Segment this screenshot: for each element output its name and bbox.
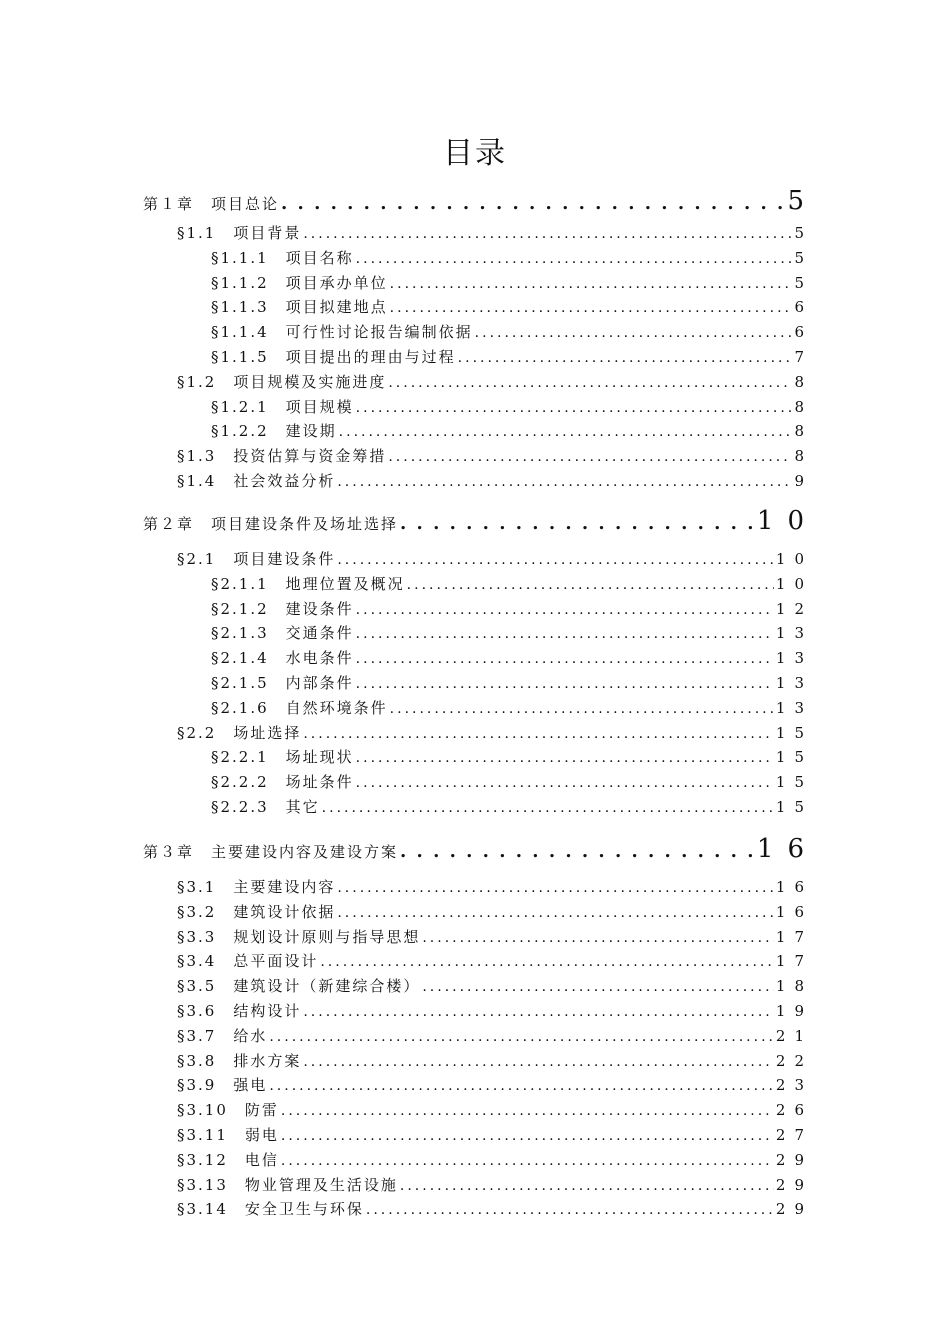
dot-leader [422, 930, 774, 946]
dot-leader [390, 300, 793, 316]
toc-page-number: 19 [775, 1002, 813, 1020]
toc-page-number: 6 [794, 298, 813, 317]
toc-subsection-entry[interactable] [211, 796, 813, 817]
toc-entry-label: §3.2 建筑设计依据 [177, 902, 336, 921]
dot-leader [303, 1004, 774, 1020]
dot-leader [407, 577, 774, 593]
toc-entry-label: §1.1.3 项目拟建地点 [211, 298, 388, 317]
toc-subsection-entry[interactable] [211, 598, 813, 619]
dot-leader [281, 1103, 774, 1119]
dot-leader [458, 350, 793, 366]
dot-leader [337, 905, 774, 921]
toc-subsection-entry[interactable] [211, 647, 813, 668]
dot-leader [356, 775, 774, 791]
toc-section-entry[interactable] [177, 470, 813, 491]
toc-subsection-entry[interactable] [211, 771, 813, 792]
toc-section-entry[interactable] [177, 222, 813, 243]
dot-leader [388, 375, 792, 391]
dot-leader [388, 449, 792, 465]
toc-page-number: 17 [775, 927, 813, 946]
dot-leader [269, 1078, 774, 1094]
dot-leader [400, 1178, 774, 1194]
toc-chapter-entry[interactable] [143, 186, 818, 216]
toc-section-entry[interactable] [177, 1149, 813, 1170]
toc-entry-label: 第１章 项目总论 [143, 195, 280, 213]
toc-entry-label: §1.2.1 项目规模 [211, 397, 354, 416]
toc-section-entry[interactable] [177, 371, 813, 392]
dot-leader [269, 1029, 774, 1045]
toc-page-number: 7 [794, 348, 813, 366]
toc-entry-label: §3.3 规划设计原则与指导思想 [177, 927, 421, 946]
toc-entry-label: §1.1.2 项目承办单位 [211, 273, 388, 292]
toc-entry-label: §2.1.3 交通条件 [211, 624, 354, 643]
dot-leader [281, 1153, 774, 1169]
dot-leader [356, 626, 774, 642]
toc-section-entry[interactable] [177, 1174, 813, 1195]
toc-page-number: 13 [775, 624, 813, 643]
toc-page-number: 15 [775, 748, 813, 767]
toc-page-number: 16 [756, 834, 818, 864]
toc-entry-label: §3.14 安全卫生与环保 [177, 1200, 364, 1219]
dot-leader [356, 676, 774, 692]
toc-entry-label: §1.4 社会效益分析 [177, 472, 336, 490]
dot-leader [400, 841, 755, 862]
dot-leader [390, 701, 774, 717]
toc-entry-label: §1.1.5 项目提出的理由与过程 [211, 348, 456, 366]
dot-leader [356, 750, 774, 766]
toc-page-number: 12 [775, 599, 813, 618]
dot-leader [320, 954, 774, 970]
toc-page-number: 10 [756, 506, 818, 536]
toc-entry-label: §2.2.3 其它 [211, 798, 320, 816]
toc-entry-label: §2.1.2 建设条件 [211, 599, 354, 618]
dot-leader [337, 474, 792, 490]
toc-section-entry[interactable] [177, 548, 813, 569]
toc-subsection-entry[interactable] [211, 573, 813, 594]
dot-leader [339, 424, 793, 440]
toc-section-entry[interactable] [177, 1198, 813, 1219]
toc-page-number: 5 [794, 248, 813, 267]
toc-page-number: 10 [775, 574, 813, 593]
toc-page-number: 13 [775, 649, 813, 668]
toc-entry-label: §3.8 排水方案 [177, 1051, 302, 1070]
toc-entry-label: §3.13 物业管理及生活设施 [177, 1175, 398, 1194]
toc-page-number: 8 [794, 372, 813, 391]
toc-page-number: 5 [787, 186, 818, 216]
toc-section-entry[interactable] [177, 1025, 813, 1046]
toc-subsection-entry[interactable] [211, 672, 813, 693]
toc-section-entry[interactable] [177, 926, 813, 947]
dot-leader [322, 800, 774, 816]
toc-entry-label: §3.7 给水 [177, 1026, 268, 1045]
toc-entry-label: §2.2.2 场址条件 [211, 773, 354, 792]
toc-entry-label: §2.1.6 自然环境条件 [211, 698, 388, 717]
toc-page-number: 16 [775, 878, 813, 896]
toc-entry-label: §3.9 强电 [177, 1076, 268, 1095]
dot-leader [303, 1054, 774, 1070]
toc-subsection-entry[interactable] [211, 396, 813, 417]
toc-page-number: 15 [775, 798, 813, 816]
toc-subsection-entry[interactable] [211, 296, 813, 317]
toc-entry-label: §2.2.1 场址现状 [211, 748, 354, 767]
toc-page-number: 29 [775, 1175, 813, 1194]
toc-page-number: 5 [794, 224, 813, 242]
dot-leader [356, 651, 774, 667]
toc-page-number: 15 [775, 773, 813, 792]
toc-subsection-entry[interactable] [211, 321, 813, 342]
toc-section-entry[interactable] [177, 722, 813, 743]
toc-entry-label: §3.4 总平面设计 [177, 952, 319, 971]
toc-subsection-entry[interactable] [211, 247, 813, 268]
dot-leader [303, 726, 774, 742]
dot-leader [390, 276, 793, 292]
toc-section-entry[interactable] [177, 1074, 813, 1095]
toc-section-entry[interactable] [177, 975, 813, 996]
toc-section-entry[interactable] [177, 1099, 813, 1120]
dot-leader [475, 325, 793, 341]
dot-leader [366, 1202, 774, 1218]
toc-page-number: 5 [794, 273, 813, 292]
toc-page-number: 9 [794, 472, 813, 490]
toc-page-number: 18 [775, 977, 813, 996]
toc-entry-label: §3.5 建筑设计（新建综合楼） [177, 977, 421, 996]
toc-subsection-entry[interactable] [211, 420, 813, 441]
toc-entry-label: §3.12 电信 [177, 1150, 279, 1169]
toc-subsection-entry[interactable] [211, 346, 813, 367]
toc-entry-label: §1.2.2 建设期 [211, 422, 337, 441]
toc-entry-label: §1.1 项目背景 [177, 224, 302, 242]
toc-title: 目录 [443, 136, 507, 171]
toc-subsection-entry[interactable] [211, 272, 813, 293]
toc-entry-label: 第３章 主要建设内容及建设方案 [143, 843, 399, 861]
dot-leader [356, 251, 793, 267]
toc-section-entry[interactable] [177, 1124, 813, 1145]
toc-entry-label: §2.1 项目建设条件 [177, 550, 336, 568]
dot-leader [281, 1128, 774, 1144]
toc-section-entry[interactable] [177, 1050, 813, 1071]
toc-page-number: 29 [775, 1200, 813, 1219]
toc-subsection-entry[interactable] [211, 622, 813, 643]
dot-leader [422, 979, 774, 995]
toc-entry-label: §1.1.1 项目名称 [211, 248, 354, 267]
toc-entry-label: §1.3 投资估算与资金筹措 [177, 447, 387, 466]
dot-leader [281, 193, 785, 214]
toc-chapter-entry[interactable] [143, 506, 818, 536]
toc-page-number: 6 [794, 323, 813, 342]
toc-page-number: 29 [775, 1150, 813, 1169]
toc-page-number: 23 [775, 1076, 813, 1095]
toc-entry-label: §1.2 项目规模及实施进度 [177, 372, 387, 391]
toc-page-number: 22 [775, 1051, 813, 1070]
dot-leader [400, 513, 755, 534]
toc-section-entry[interactable] [177, 876, 813, 897]
toc-page-number: 17 [775, 952, 813, 971]
dot-leader [337, 552, 774, 568]
toc-entry-label: §2.1.1 地理位置及概况 [211, 574, 405, 593]
toc-page-number: 27 [775, 1126, 813, 1144]
dot-leader [303, 226, 792, 242]
toc-entry-label: 第２章 项目建设条件及场址选择 [143, 515, 399, 533]
toc-page-number: 10 [775, 550, 813, 568]
toc-section-entry[interactable] [177, 445, 813, 466]
toc-section-entry[interactable] [177, 1000, 813, 1021]
toc-subsection-entry[interactable] [211, 697, 813, 718]
toc-page-number: 8 [794, 447, 813, 466]
toc-entry-label: §3.6 结构设计 [177, 1002, 302, 1020]
toc-page-number: 21 [775, 1026, 813, 1045]
toc-chapter-entry[interactable] [143, 834, 818, 864]
toc-entry-label: §3.10 防雷 [177, 1101, 279, 1120]
toc-page-number: 26 [775, 1101, 813, 1120]
toc-entry-label: §2.1.5 内部条件 [211, 674, 354, 692]
toc-section-entry[interactable] [177, 950, 813, 971]
toc-page-number: 15 [775, 723, 813, 742]
dot-leader [356, 400, 793, 416]
toc-page-number: 8 [794, 397, 813, 416]
toc-page-number: 16 [775, 902, 813, 921]
toc-page-number: 13 [775, 674, 813, 692]
toc-page-number: 8 [794, 422, 813, 441]
toc-entry-label: §3.11 弱电 [177, 1126, 279, 1144]
dot-leader [337, 880, 774, 896]
toc-entry-label: §2.1.4 水电条件 [211, 649, 354, 668]
toc-entry-label: §1.1.4 可行性讨论报告编制依据 [211, 323, 473, 342]
toc-page-number: 13 [775, 698, 813, 717]
toc-subsection-entry[interactable] [211, 746, 813, 767]
toc-entry-label: §3.1 主要建设内容 [177, 878, 336, 896]
toc-section-entry[interactable] [177, 901, 813, 922]
dot-leader [356, 602, 774, 618]
toc-entry-label: §2.2 场址选择 [177, 723, 302, 742]
